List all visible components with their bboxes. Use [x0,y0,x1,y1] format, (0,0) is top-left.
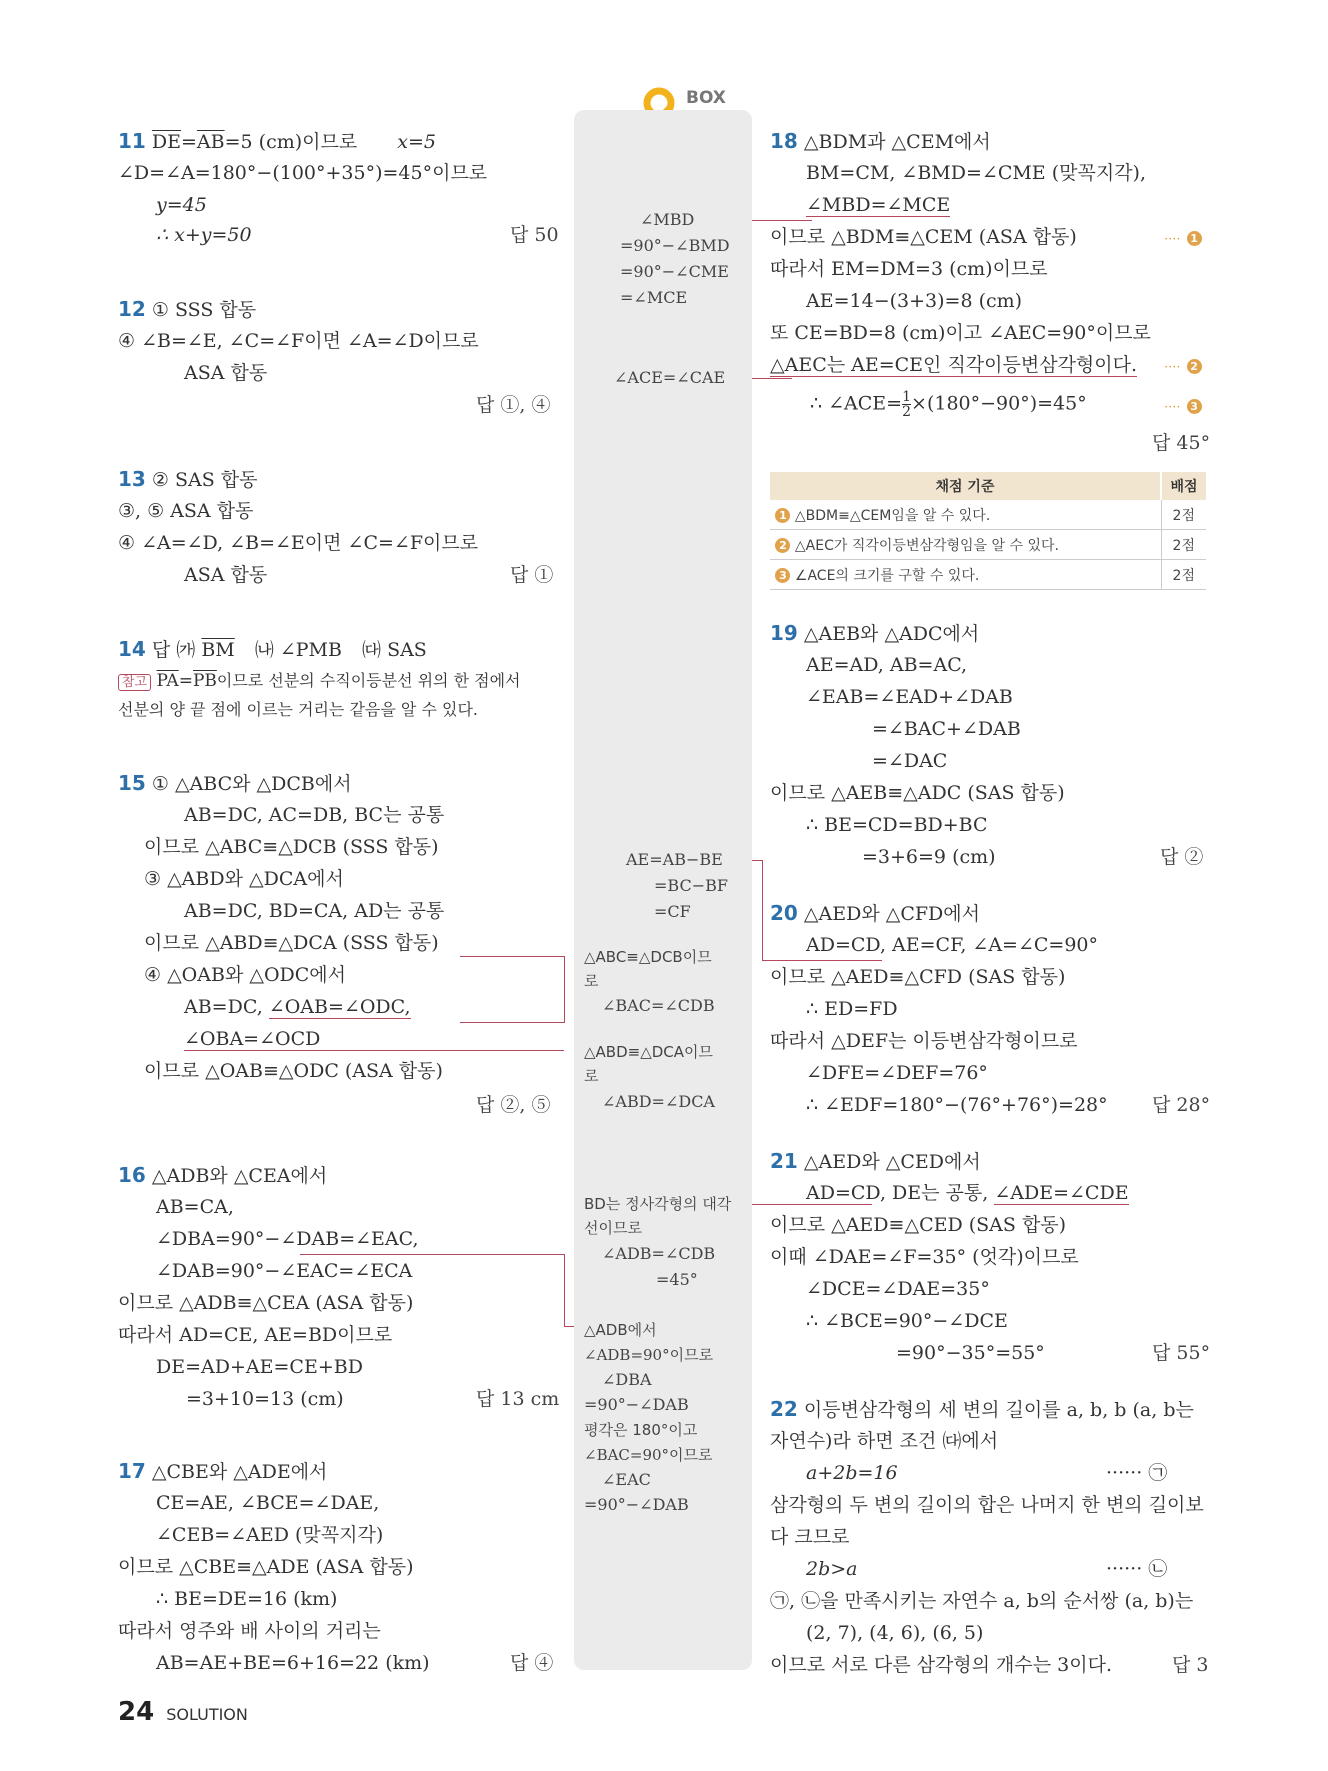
problem-number: 11 [118,129,146,153]
line: =90°−35°=55° [896,1342,1045,1364]
problem-15 [118,770,352,797]
leader-line [752,378,792,379]
line: ④ △OAB와 △ODC에서 [144,964,347,986]
scoring-points: 2점 [1161,530,1206,560]
problem-number: 14 [118,637,146,661]
problem-18 [770,128,991,155]
box-note: △ADB에서 [584,1321,657,1339]
box-note: =90°−∠BMD [620,236,730,255]
leader-line [752,220,812,221]
text: △AEC가 직각이등변삼각형임을 알 수 있다. [794,537,1059,554]
line: a+2b=16 [806,1462,898,1484]
line: 이므로 △ABD≡△DCA (SSS 합동) [144,932,439,954]
line: 다 크므로 [770,1526,850,1548]
box-note: ∠DBA [602,1370,652,1389]
box-note: △ABC≡△DCB이므 [584,948,712,966]
text: ㈐ SAS [362,639,427,661]
box-note: ∠EAC [602,1470,651,1489]
fraction [902,390,911,419]
line: 따라서 EM=DM=3 (cm)이므로 [770,258,1048,280]
problem-12 [118,296,256,323]
line: ∠DBA=90°−∠DAB=∠EAC, [156,1228,419,1250]
line: ∴ ∠BCE=90°−∠DCE [806,1310,1008,1332]
line: 삼각형의 두 변의 길이의 합은 나머지 한 변의 길이보 [770,1494,1204,1516]
text: △BDM≡△CEM임을 알 수 있다. [794,507,991,524]
scoring-header-points: 배점 [1161,472,1206,500]
line [770,352,1137,378]
note [118,668,521,696]
answer: 답 ② [1160,846,1204,868]
box-note: ∠ACE=∠CAE [614,368,726,387]
line: 자연수)라 하면 조건 ㈐에서 [770,1430,999,1452]
line: ㉠, ㉡을 만족시키는 자연수 a, b의 순서쌍 (a, b)는 [770,1590,1194,1612]
line: 이므로 △AED≡△CED (SAS 합동) [770,1214,1067,1236]
line: AE=AD, AB=AC, [806,654,968,676]
box-note: =∠MCE [620,288,688,307]
step-3-icon: 3 [1187,399,1202,414]
problem-number: 16 [118,1163,146,1187]
step-3-icon: 3 [775,568,790,583]
problem-number: 20 [770,901,798,925]
text: x=5 [397,131,436,153]
answer: 답 ① [510,564,554,586]
problem-14 [118,636,427,663]
line: 이므로 △AED≡△CFD (SAS 합동) [770,966,1066,988]
answer: 답 ①, ④ [476,394,551,416]
problem-11 [118,128,436,155]
text: ∠ACE의 크기를 구할 수 있다. [794,567,980,584]
box-note: AE=AB−BE [626,850,723,869]
box-note: 로 [584,972,599,990]
line: ④ ∠B=∠E, ∠C=∠F이면 ∠A=∠D이므로 [118,330,479,352]
problem-19 [770,620,979,647]
line: ∠CEB=∠AED (맞꼭지각) [156,1524,384,1546]
line: AE=14−(3+3)=8 (cm) [806,290,1023,312]
line: 이므로 △ABC≡△DCB (SSS 합동) [144,836,439,858]
box-note: BD는 정사각형의 대각 [584,1195,732,1213]
leader-line [460,956,565,1023]
text: 이등변삼각형의 세 변의 길이를 a, b, b (a, b는 [803,1399,1194,1421]
problem-number: 22 [770,1397,798,1421]
step-marker: ···· 2 [1164,352,1202,381]
line: 따라서 영주와 배 사이의 거리는 [118,1620,381,1642]
segment: $\overline{PB}$ [192,671,217,691]
scoring-criterion [770,560,1161,590]
line: 이므로 △CBE≡△ADE (ASA 합동) [118,1556,414,1578]
step-2-icon: 2 [1187,359,1202,374]
scoring-points: 2점 [1161,560,1206,590]
problem-number: 15 [118,771,146,795]
problem-number: 19 [770,621,798,645]
text: ① SSS 합동 [151,299,257,321]
text: △CBE와 △ADE에서 [151,1461,328,1483]
line: 이므로 △OAB≡△ODC (ASA 합동) [144,1060,443,1082]
answer: 답 55° [1152,1342,1211,1364]
line: =∠DAC [872,750,948,772]
line: ∠DFE=∠DEF=76° [806,1062,988,1084]
line: ∴ ED=FD [806,998,898,1020]
page-number: 24 [118,1697,155,1727]
tag-label: ······ ㉡ [1106,1558,1168,1580]
text: ∠OAB=∠ODC, [268,996,411,1018]
line: ∴ BE=CD=BD+BC [806,814,988,836]
line: (2, 7), (4, 6), (6, 5) [806,1622,984,1644]
text: ① △ABC와 △DCB에서 [151,773,352,795]
note-line: 선분의 양 끝 점에 이르는 거리는 같음을 알 수 있다. [118,700,478,719]
problem-number: 21 [770,1149,798,1173]
line: ∠D=∠A=180°−(100°+35°)=45°이므로 [118,162,488,184]
answer: 답 28° [1152,1094,1211,1116]
line: 이므로 △BDM≡△CEM (ASA 합동) [770,226,1077,248]
box-note: △ABD≡△DCA이므 [584,1043,714,1061]
box-note: =90°−∠CME [620,262,729,281]
segment: $\overline{AB}$ [196,131,225,153]
leader-line [752,860,763,961]
problem-16 [118,1162,327,1189]
line [810,390,1087,419]
line: =∠BAC+∠DAB [872,718,1021,740]
box-note: =90°−∠DAB [584,1395,689,1414]
line: 따라서 AD=CE, AE=BD이므로 [118,1324,393,1346]
line: ③, ⑤ ASA 합동 [118,500,254,522]
text: ×(180°−90°)=45° [911,392,1087,415]
problem-number: 17 [118,1459,146,1483]
line: BM=CM, ∠BMD=∠CME (맞꼭지각), [806,162,1147,184]
text: 이므로 선분의 수직이등분선 위의 한 점에서 [216,671,521,690]
text: △AED와 △CFD에서 [803,903,980,925]
line: 이므로 △AEB≡△ADC (SAS 합동) [770,782,1065,804]
step-marker: ···· 3 [1164,392,1202,421]
line: ∠DCE=∠DAE=35° [806,1278,990,1300]
answer: 답 ②, ⑤ [476,1094,551,1116]
text: =5 (cm)이므로 [224,131,358,153]
scoring-header-criteria: 채점 기준 [770,472,1161,500]
line: AB=AE+BE=6+16=22 (km) [156,1652,430,1674]
scoring-table [770,472,1206,590]
note-tag: 참고 [118,674,151,691]
line [184,994,411,1020]
tag-label: ······ ㉠ [1106,1462,1168,1484]
box-note: =90°−∠DAB [584,1495,689,1514]
line: AB=CA, [156,1196,234,1218]
line: AD=CD, AE=CF, ∠A=∠C=90° [806,934,1099,956]
line [806,192,950,218]
leader-line [460,1022,564,1023]
box-note: ∠ADB=90°이므로 [584,1346,714,1364]
line: 또 CE=BD=8 (cm)이고 ∠AEC=90°이므로 [770,322,1151,344]
box-note: =BC−BF [654,876,728,895]
text: ∠ADE=∠CDE [994,1182,1129,1204]
segment: $\overline{DE}$ [151,131,181,153]
text: △AEB와 △ADC에서 [803,623,980,645]
line: ∠EAB=∠EAD+∠DAB [806,686,1013,708]
line: AB=DC, BD=CA, AD는 공통 [184,900,445,922]
box-note: =45° [656,1270,698,1289]
text: ㈏ ∠PMB [254,639,342,661]
problem-number: 12 [118,297,146,321]
line: 이므로 서로 다른 삼각형의 개수는 3이다. [770,1654,1112,1676]
leader-line [564,1326,574,1327]
answer: 답 ④ [510,1652,554,1674]
line: 따라서 △DEF는 이등변삼각형이므로 [770,1030,1078,1052]
scoring-points: 2점 [1161,500,1206,530]
problem-17 [118,1458,327,1485]
leader-line [762,960,882,961]
box-note: ∠ADB=∠CDB [602,1244,716,1263]
text: ∠MBD=∠MCE [806,194,951,216]
text: ∠OBA=∠OCD [184,1028,321,1050]
box-note: 선이므로 [584,1219,642,1237]
box-note: ∠ABD=∠DCA [602,1092,715,1111]
line: ∠DAB=90°−∠EAC=∠ECA [156,1260,413,1282]
text: △BDM과 △CEM에서 [803,131,991,153]
box-note: ∠MBD [640,210,695,229]
line: ③ △ABD와 △DCA에서 [144,868,344,890]
line: ∴ x+y=50 [156,224,252,246]
box-note: ∠BAC=∠CDB [602,996,715,1015]
problem-number: 18 [770,129,798,153]
page-footer [118,1697,248,1727]
step-1-icon: 1 [1187,231,1202,246]
scoring-criterion [770,500,1161,530]
box-note: 평각은 180°이고 [584,1421,698,1439]
scoring-criterion [770,530,1161,560]
box-note: 로 [584,1067,599,1085]
text: 답 ㈎ [151,639,196,661]
table-row [770,530,1206,560]
answer: 답 13 cm [476,1388,560,1410]
text: AD=CD, DE는 공통, [806,1182,989,1204]
line: y=45 [156,194,207,216]
line: 이때 ∠DAE=∠F=35° (엇각)이므로 [770,1246,1079,1268]
line: ASA 합동 [184,362,268,384]
line: CE=AE, ∠BCE=∠DAE, [156,1492,380,1514]
answer: 답 45° [1152,432,1211,454]
line: ④ ∠A=∠D, ∠B=∠E이면 ∠C=∠F이므로 [118,532,479,554]
text: △AEC는 AE=CE인 직각이등변삼각형이다. [770,354,1138,376]
box-note: =CF [654,902,691,921]
answer: 답 3 [1172,1654,1209,1676]
line: =3+6=9 (cm) [862,846,996,868]
line: ∴ ∠EDF=180°−(76°+76°)=28° [806,1094,1108,1116]
step-marker: ···· 1 [1164,224,1202,253]
numerator: 1 [902,389,912,405]
denominator: 2 [902,404,912,420]
step-2-icon: 2 [775,538,790,553]
box-label: BOX [686,88,726,108]
segment: $\overline{PA}$ [156,671,179,691]
text: ∴ ∠ACE= [810,392,903,415]
line: 이므로 △ADB≡△CEA (ASA 합동) [118,1292,414,1314]
line: ASA 합동 [184,564,268,586]
text: △AED와 △CED에서 [803,1151,981,1173]
box-note: ∠BAC=90°이므로 [584,1446,713,1464]
text: △ADB와 △CEA에서 [151,1165,328,1187]
text: ② SAS 합동 [151,469,258,491]
problem-22 [770,1396,1194,1423]
line: 2b>a [806,1558,858,1580]
step-1-icon: 1 [775,508,790,523]
line [806,1180,1129,1206]
answer: 답 50 [510,224,559,246]
line: AB=DC, AC=DB, BC는 공통 [184,804,445,826]
eq: = [181,131,197,153]
problem-20 [770,900,980,927]
problem-21 [770,1148,981,1175]
eq: = [178,671,193,691]
line: ∴ BE=DE=16 (km) [156,1588,338,1610]
line [184,1026,320,1052]
segment: $\overline{BM}$ [201,639,235,661]
table-row [770,500,1206,530]
problem-13 [118,466,257,493]
line: =3+10=13 (cm) [186,1388,344,1410]
problem-number: 13 [118,467,146,491]
text: AB=DC, [184,996,263,1018]
footer-label: SOLUTION [166,1705,248,1724]
line: DE=AD+AE=CE+BD [156,1356,363,1378]
table-row [770,560,1206,590]
